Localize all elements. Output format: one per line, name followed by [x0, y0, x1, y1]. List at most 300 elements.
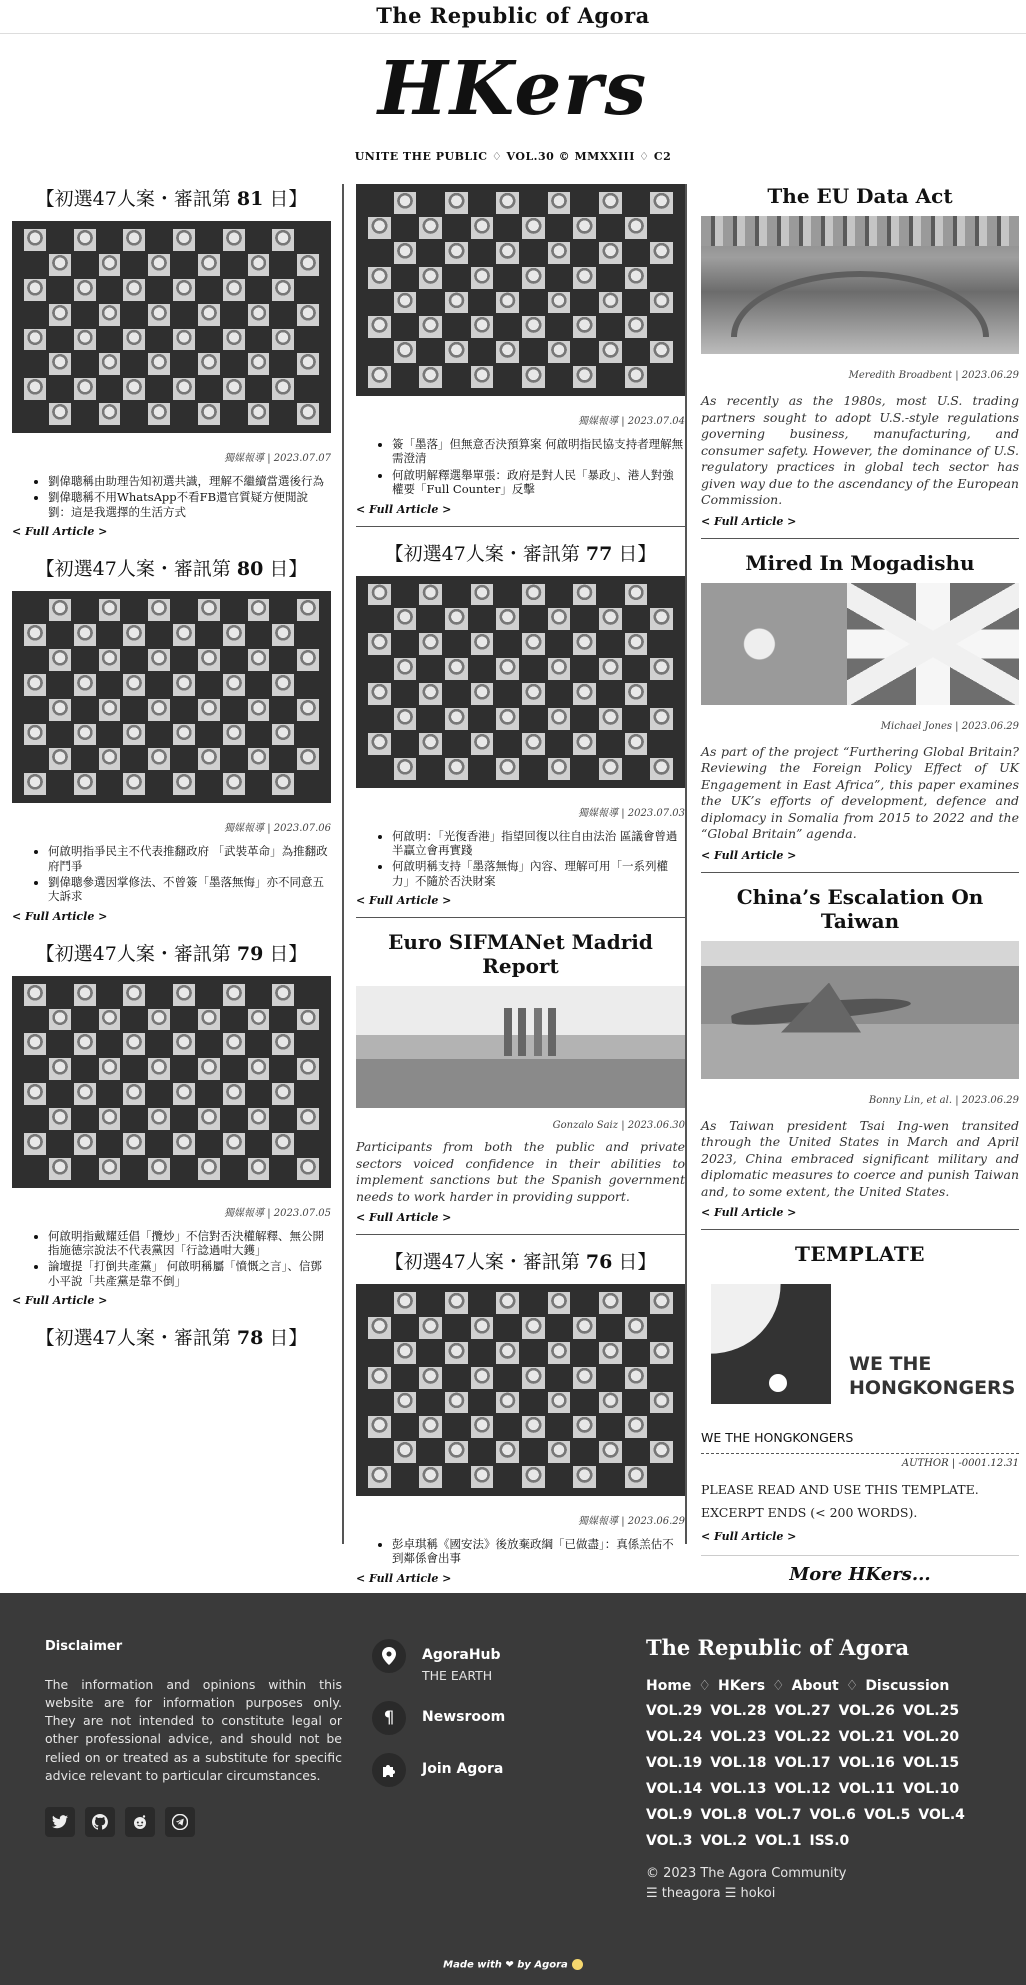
portrait-tile: [248, 624, 270, 646]
portrait-tile: [272, 649, 294, 671]
site-brand[interactable]: The Republic of Agora: [376, 3, 650, 28]
portrait-tile: [548, 633, 571, 655]
github-icon[interactable]: [85, 1807, 115, 1837]
portrait-mosaic-image[interactable]: [356, 1284, 685, 1496]
left-column: [12, 184, 331, 1360]
portrait-tile: [123, 649, 145, 671]
portrait-tile: [548, 584, 571, 606]
byline: AUTHOR | -0001.12.31: [901, 1458, 1019, 1469]
portrait-tile: [419, 1367, 442, 1389]
portrait-tile: [148, 1158, 170, 1180]
portrait-tile: [599, 708, 622, 730]
portrait-tile: [573, 366, 596, 388]
portrait-tile: [223, 1158, 245, 1180]
portrait-tile: [223, 649, 245, 671]
portrait-tile: [445, 1466, 468, 1488]
copyright-text: © 2023 The Agora Community: [646, 1866, 847, 1881]
footer-brand[interactable]: The Republic of Agora: [646, 1635, 910, 1660]
portrait-tile: [223, 599, 245, 621]
volume-link[interactable]: VOL.6: [809, 1807, 856, 1823]
portrait-tile: [394, 242, 417, 264]
portrait-tile: [599, 608, 622, 630]
portrait-tile: [445, 1392, 468, 1414]
volume-link[interactable]: VOL.20: [902, 1729, 960, 1745]
join-agora-link[interactable]: [372, 1753, 632, 1787]
portrait-tile: [573, 242, 596, 264]
volume-link[interactable]: VOL.26: [838, 1703, 895, 1719]
portrait-tile: [74, 279, 96, 301]
volume-link[interactable]: VOL.16: [838, 1755, 895, 1771]
portrait-tile: [394, 633, 417, 655]
article-day-80: [12, 554, 331, 923]
portrait-tile: [148, 1133, 170, 1155]
portrait-tile: [573, 1342, 596, 1364]
volume-link[interactable]: VOL.28: [710, 1703, 767, 1719]
portrait-tile: [471, 1416, 494, 1438]
portrait-tile: [496, 633, 519, 655]
article-taiwan: [701, 885, 1019, 1220]
template-line: PLEASE READ AND USE THIS TEMPLATE.: [701, 1482, 979, 1497]
nav-discussion-link[interactable]: Discussion: [865, 1678, 950, 1694]
portrait-tile: [49, 649, 71, 671]
portrait-tile: [297, 329, 319, 351]
portrait-tile: [394, 292, 417, 314]
portrait-tile: [297, 229, 319, 251]
join-agora-title: Join Agora: [422, 1761, 504, 1777]
portrait-tile: [573, 1292, 596, 1314]
volume-link[interactable]: VOL.25: [902, 1703, 960, 1719]
portrait-tile: [471, 608, 494, 630]
portrait-tile: [223, 1108, 245, 1130]
portrait-tile: [368, 658, 391, 680]
portrait-tile: [522, 341, 545, 363]
portrait-tile: [496, 683, 519, 705]
portrait-tile: [496, 242, 519, 264]
portrait-tile: [625, 584, 648, 606]
we-the-hongkongers-logo[interactable]: [701, 1274, 1019, 1414]
nav-hkers-link[interactable]: HKers: [717, 1678, 766, 1694]
portrait-tile: [99, 1009, 121, 1031]
newsroom-title: Newsroom: [422, 1709, 506, 1725]
portrait-tile: [419, 1466, 442, 1488]
volume-link[interactable]: VOL.27: [774, 1703, 831, 1719]
full-article-link[interactable]: < Full Article >: [356, 502, 452, 516]
portrait-tile: [445, 608, 468, 630]
portrait-tile: [548, 758, 571, 780]
community-links[interactable]: ☰ theagora ☰ hokoi: [646, 1886, 776, 1901]
article-heading[interactable]: Mired In Mogadishu: [745, 550, 975, 575]
portrait-tile: [599, 1416, 622, 1438]
portrait-tile: [394, 341, 417, 363]
agorahub-title: AgoraHub: [422, 1647, 501, 1663]
portrait-tile: [223, 748, 245, 770]
article-day-79: [12, 939, 331, 1308]
bullet-list: [12, 844, 331, 904]
portrait-mosaic-image[interactable]: [356, 576, 685, 788]
portrait-tile: [625, 658, 648, 680]
portrait-tile: [248, 378, 270, 400]
byline: 獨媒報導 | 2023.07.05: [224, 1207, 331, 1219]
volume-link[interactable]: VOL.18: [710, 1755, 767, 1771]
portrait-tile: [173, 1033, 195, 1055]
portrait-tile: [223, 984, 245, 1006]
portrait-tile: [148, 624, 170, 646]
article-heading[interactable]: 【初選47人案・審訊第 78 日】: [35, 1327, 308, 1350]
portrait-tile: [419, 733, 442, 755]
portrait-tile: [548, 683, 571, 705]
portrait-tile: [123, 748, 145, 770]
portrait-tile: [548, 316, 571, 338]
article-eu-data-act: [701, 184, 1019, 528]
logo-line-1: WE THE: [849, 1353, 932, 1375]
volume-link[interactable]: VOL.17: [774, 1755, 831, 1771]
portrait-tile: [548, 1292, 571, 1314]
portrait-tile: [496, 366, 519, 388]
footer-nav-section: [646, 1635, 996, 1904]
divider: [356, 526, 685, 527]
portrait-tile: [198, 773, 220, 795]
portrait-tile: [394, 584, 417, 606]
portrait-tile: [522, 1441, 545, 1463]
portrait-tile: [471, 192, 494, 214]
volume-link[interactable]: VOL.5: [863, 1807, 911, 1823]
portrait-tile: [148, 724, 170, 746]
portrait-tile: [49, 403, 71, 425]
newsroom-link[interactable]: [372, 1701, 632, 1735]
portrait-mosaic-image[interactable]: [356, 184, 685, 396]
portrait-tile: [248, 1058, 270, 1080]
portrait-tile: [123, 1108, 145, 1130]
portrait-tile: [573, 1416, 596, 1438]
full-article-link[interactable]: < Full Article >: [12, 525, 108, 539]
portrait-tile: [99, 1158, 121, 1180]
portrait-tile: [223, 1133, 245, 1155]
portrait-tile: [471, 292, 494, 314]
portrait-tile: [599, 192, 622, 214]
portrait-tile: [198, 649, 220, 671]
portrait-tile: [625, 242, 648, 264]
portrait-tile: [24, 748, 46, 770]
portrait-tile: [74, 304, 96, 326]
portrait-tile: [173, 403, 195, 425]
portrait-tile: [99, 353, 121, 375]
portrait-tile: [297, 353, 319, 375]
portrait-tile: [99, 748, 121, 770]
portrait-tile: [297, 378, 319, 400]
portrait-tile: [248, 674, 270, 696]
portrait-tile: [99, 1058, 121, 1080]
footer-links: [372, 1639, 632, 1805]
article-heading[interactable]: TEMPLATE: [795, 1242, 925, 1266]
portrait-tile: [24, 403, 46, 425]
portrait-tile: [548, 292, 571, 314]
portrait-tile: [49, 1033, 71, 1055]
portrait-tile: [394, 658, 417, 680]
volume-link[interactable]: VOL.24: [646, 1729, 703, 1745]
article-heading[interactable]: Euro SIFMANet Madrid Report: [388, 930, 653, 978]
volume-link[interactable]: VOL.3: [646, 1833, 693, 1849]
portrait-tile: [248, 1009, 270, 1031]
portrait-tile: [625, 366, 648, 388]
portrait-tile: [173, 674, 195, 696]
portrait-tile: [198, 1009, 220, 1031]
portrait-tile: [419, 242, 442, 264]
portrait-tile: [599, 1317, 622, 1339]
bullet-list: [12, 1229, 331, 1289]
portrait-tile: [573, 758, 596, 780]
portrait-tile: [173, 353, 195, 375]
portrait-tile: [24, 1083, 46, 1105]
portrait-tile: [573, 267, 596, 289]
volume-link[interactable]: VOL.2: [700, 1833, 747, 1849]
portrait-tile: [123, 304, 145, 326]
portrait-tile: [248, 403, 270, 425]
portrait-tile: [650, 1441, 673, 1463]
portrait-tile: [297, 674, 319, 696]
portrait-tile: [599, 758, 622, 780]
template-caption: WE THE HONGKONGERS: [701, 1430, 854, 1445]
flags-image[interactable]: [701, 583, 1019, 705]
portrait-tile: [173, 254, 195, 276]
portrait-tile: [522, 658, 545, 680]
article-heading[interactable]: The EU Data Act: [767, 184, 953, 208]
more-hkers-link[interactable]: More HKers...: [701, 1555, 1019, 1594]
portrait-tile: [123, 1158, 145, 1180]
volume-link[interactable]: ISS.0: [809, 1833, 850, 1849]
volume-link[interactable]: VOL.8: [700, 1807, 747, 1823]
portrait-tile: [123, 378, 145, 400]
portrait-tile: [148, 304, 170, 326]
portrait-mosaic-image[interactable]: [12, 976, 331, 1188]
full-article-link[interactable]: < Full Article >: [701, 1206, 797, 1219]
portrait-tile: [445, 267, 468, 289]
volume-link[interactable]: VOL.22: [774, 1729, 831, 1745]
portrait-tile: [123, 254, 145, 276]
volume-link[interactable]: VOL.1: [754, 1833, 802, 1849]
portrait-tile: [445, 658, 468, 680]
portrait-tile: [272, 674, 294, 696]
portrait-tile: [599, 1367, 622, 1389]
portrait-tile: [49, 1058, 71, 1080]
portrait-tile: [548, 192, 571, 214]
portrait-tile: [625, 316, 648, 338]
portrait-tile: [272, 773, 294, 795]
portrait-tile: [223, 724, 245, 746]
portrait-tile: [99, 1083, 121, 1105]
portrait-tile: [496, 658, 519, 680]
portrait-tile: [573, 1367, 596, 1389]
portrait-mosaic-image[interactable]: [12, 591, 331, 803]
portrait-tile: [471, 658, 494, 680]
portrait-tile: [24, 624, 46, 646]
portrait-tile: [148, 329, 170, 351]
reddit-icon[interactable]: [125, 1807, 155, 1837]
portrait-tile: [548, 1466, 571, 1488]
nav-about-link[interactable]: About: [791, 1678, 839, 1694]
portrait-tile: [496, 1342, 519, 1364]
portrait-tile: [496, 1416, 519, 1438]
template-body: [701, 1479, 1019, 1524]
volume-link[interactable]: VOL.11: [838, 1781, 895, 1797]
full-article-link[interactable]: < Full Article >: [12, 1294, 108, 1308]
portrait-tile: [573, 633, 596, 655]
portrait-tile: [248, 254, 270, 276]
portrait-tile: [24, 724, 46, 746]
portrait-tile: [123, 1133, 145, 1155]
portrait-tile: [74, 773, 96, 795]
portrait-tile: [522, 316, 545, 338]
portrait-tile: [573, 584, 596, 606]
portrait-tile: [272, 748, 294, 770]
portrait-tile: [49, 254, 71, 276]
portrait-tile: [173, 1083, 195, 1105]
portrait-tile: [368, 733, 391, 755]
article-heading[interactable]: China’s Escalation On Taiwan: [736, 884, 984, 933]
portrait-tile: [173, 279, 195, 301]
full-article-link[interactable]: < Full Article >: [356, 1571, 452, 1585]
telegram-icon[interactable]: [165, 1807, 195, 1837]
portrait-tile: [297, 773, 319, 795]
article-day-78-cont: [356, 184, 685, 516]
portrait-tile: [573, 217, 596, 239]
portrait-tile: [272, 599, 294, 621]
full-article-link[interactable]: < Full Article >: [12, 909, 108, 923]
volume-link[interactable]: VOL.23: [710, 1729, 767, 1745]
parliament-image[interactable]: [701, 216, 1019, 354]
article-heading[interactable]: 【初選47人案・審訊第 79 日】: [35, 942, 308, 965]
portrait-tile: [522, 633, 545, 655]
volume-link[interactable]: VOL.19: [646, 1755, 703, 1771]
portrait-mosaic-image[interactable]: [12, 221, 331, 433]
article-heading[interactable]: 【初選47人案・審訊第 77 日】: [384, 542, 657, 565]
fighter-jet-image[interactable]: [701, 941, 1019, 1079]
portrait-tile: [24, 1158, 46, 1180]
twitter-icon[interactable]: [45, 1807, 75, 1837]
portrait-tile: [419, 758, 442, 780]
portrait-tile: [650, 658, 673, 680]
byline: 獨媒報導 | 2023.07.07: [224, 453, 331, 464]
portrait-tile: [573, 1392, 596, 1414]
portrait-tile: [650, 1342, 673, 1364]
portrait-tile: [123, 624, 145, 646]
portrait-tile: [148, 699, 170, 721]
portrait-tile: [625, 217, 648, 239]
byline: 獨媒報導 | 2023.06.29: [578, 1516, 685, 1527]
portrait-tile: [522, 267, 545, 289]
disclaimer-title: Disclaimer: [45, 1639, 123, 1654]
portrait-tile: [368, 633, 391, 655]
portrait-tile: [573, 1466, 596, 1488]
article-heading[interactable]: 【初選47人案・審訊第 76 日】: [384, 1251, 657, 1273]
portrait-tile: [123, 329, 145, 351]
social-links: [45, 1807, 342, 1837]
portrait-tile: [173, 1009, 195, 1031]
template-line: EXCERPT ENDS (< 200 WORDS).: [701, 1504, 918, 1520]
portrait-tile: [419, 1342, 442, 1364]
portrait-tile: [99, 329, 121, 351]
portrait-tile: [297, 1033, 319, 1055]
portrait-tile: [394, 217, 417, 239]
portrait-tile: [445, 1292, 468, 1314]
portrait-tile: [650, 683, 673, 705]
portrait-tile: [198, 254, 220, 276]
volume-link[interactable]: VOL.9: [646, 1807, 693, 1823]
portrait-tile: [445, 708, 468, 730]
volume-link[interactable]: VOL.21: [838, 1729, 895, 1745]
portrait-tile: [198, 1158, 220, 1180]
full-article-link[interactable]: < Full Article >: [701, 1530, 797, 1543]
portrait-tile: [198, 724, 220, 746]
portrait-tile: [471, 267, 494, 289]
portrait-tile: [49, 378, 71, 400]
volume-link[interactable]: VOL.29: [646, 1703, 703, 1719]
portrait-tile: [148, 353, 170, 375]
portrait-tile: [394, 316, 417, 338]
logo-line-2: HONGKONGERS: [849, 1377, 1016, 1399]
portrait-tile: [650, 316, 673, 338]
portrait-tile: [297, 1058, 319, 1080]
portrait-tile: [198, 304, 220, 326]
volume-link[interactable]: VOL.4: [918, 1807, 965, 1823]
portrait-tile: [650, 341, 673, 363]
portrait-tile: [272, 254, 294, 276]
agorahub-link[interactable]: [372, 1639, 632, 1683]
madrid-skyline-image[interactable]: [356, 986, 685, 1108]
portrait-tile: [471, 633, 494, 655]
volume-link[interactable]: VOL.10: [902, 1781, 960, 1797]
full-article-link[interactable]: < Full Article >: [356, 1211, 452, 1224]
volume-link[interactable]: VOL.12: [774, 1781, 831, 1797]
portrait-tile: [522, 217, 545, 239]
volume-link[interactable]: VOL.14: [646, 1781, 703, 1797]
list-item: • 何啟明：「光復香港」指望回復以往自由法治 區議會曾過半贏立會再實踐: [392, 829, 685, 858]
portrait-tile: [173, 1108, 195, 1130]
portrait-tile: [548, 1317, 571, 1339]
portrait-tile: [599, 242, 622, 264]
portrait-tile: [368, 267, 391, 289]
portrait-tile: [496, 217, 519, 239]
nav-home-link[interactable]: Home: [646, 1678, 692, 1694]
portrait-tile: [650, 242, 673, 264]
portrait-tile: [419, 1392, 442, 1414]
portrait-tile: [123, 674, 145, 696]
footer-nav: [646, 1678, 996, 1694]
portrait-tile: [599, 584, 622, 606]
portrait-tile: [599, 292, 622, 314]
portrait-tile: [223, 699, 245, 721]
full-article-link[interactable]: < Full Article >: [356, 894, 452, 907]
portrait-tile: [297, 403, 319, 425]
volume-link[interactable]: VOL.7: [754, 1807, 802, 1823]
portrait-tile: [522, 608, 545, 630]
article-heading[interactable]: 【初選47人案・審訊第 80 日】: [35, 558, 308, 581]
portrait-tile: [198, 1108, 220, 1130]
portrait-tile: [522, 192, 545, 214]
portrait-tile: [223, 329, 245, 351]
volume-link[interactable]: VOL.13: [710, 1781, 767, 1797]
portrait-tile: [419, 217, 442, 239]
full-article-link[interactable]: < Full Article >: [701, 514, 797, 528]
byline: Meredith Broadbent | 2023.06.29: [848, 370, 1019, 381]
portrait-tile: [74, 984, 96, 1006]
volume-link[interactable]: VOL.15: [902, 1755, 960, 1771]
portrait-tile: [650, 267, 673, 289]
article-heading[interactable]: 【初選47人案・審訊第 81 日】: [35, 188, 308, 210]
portrait-tile: [625, 1416, 648, 1438]
masthead-logo[interactable]: HKers: [377, 46, 649, 132]
article-abstract: As part of the project “Furthering Global Britain? Reviewing the Foreign Policy Effect of UK Engagement in East Africa”, this paper examines the UK’s efforts of development, defence and diplomacy in Somalia from 2015 to 2022 and the “Global Britain” agenda.: [701, 743, 1019, 841]
full-article-link[interactable]: < Full Article >: [701, 848, 797, 862]
